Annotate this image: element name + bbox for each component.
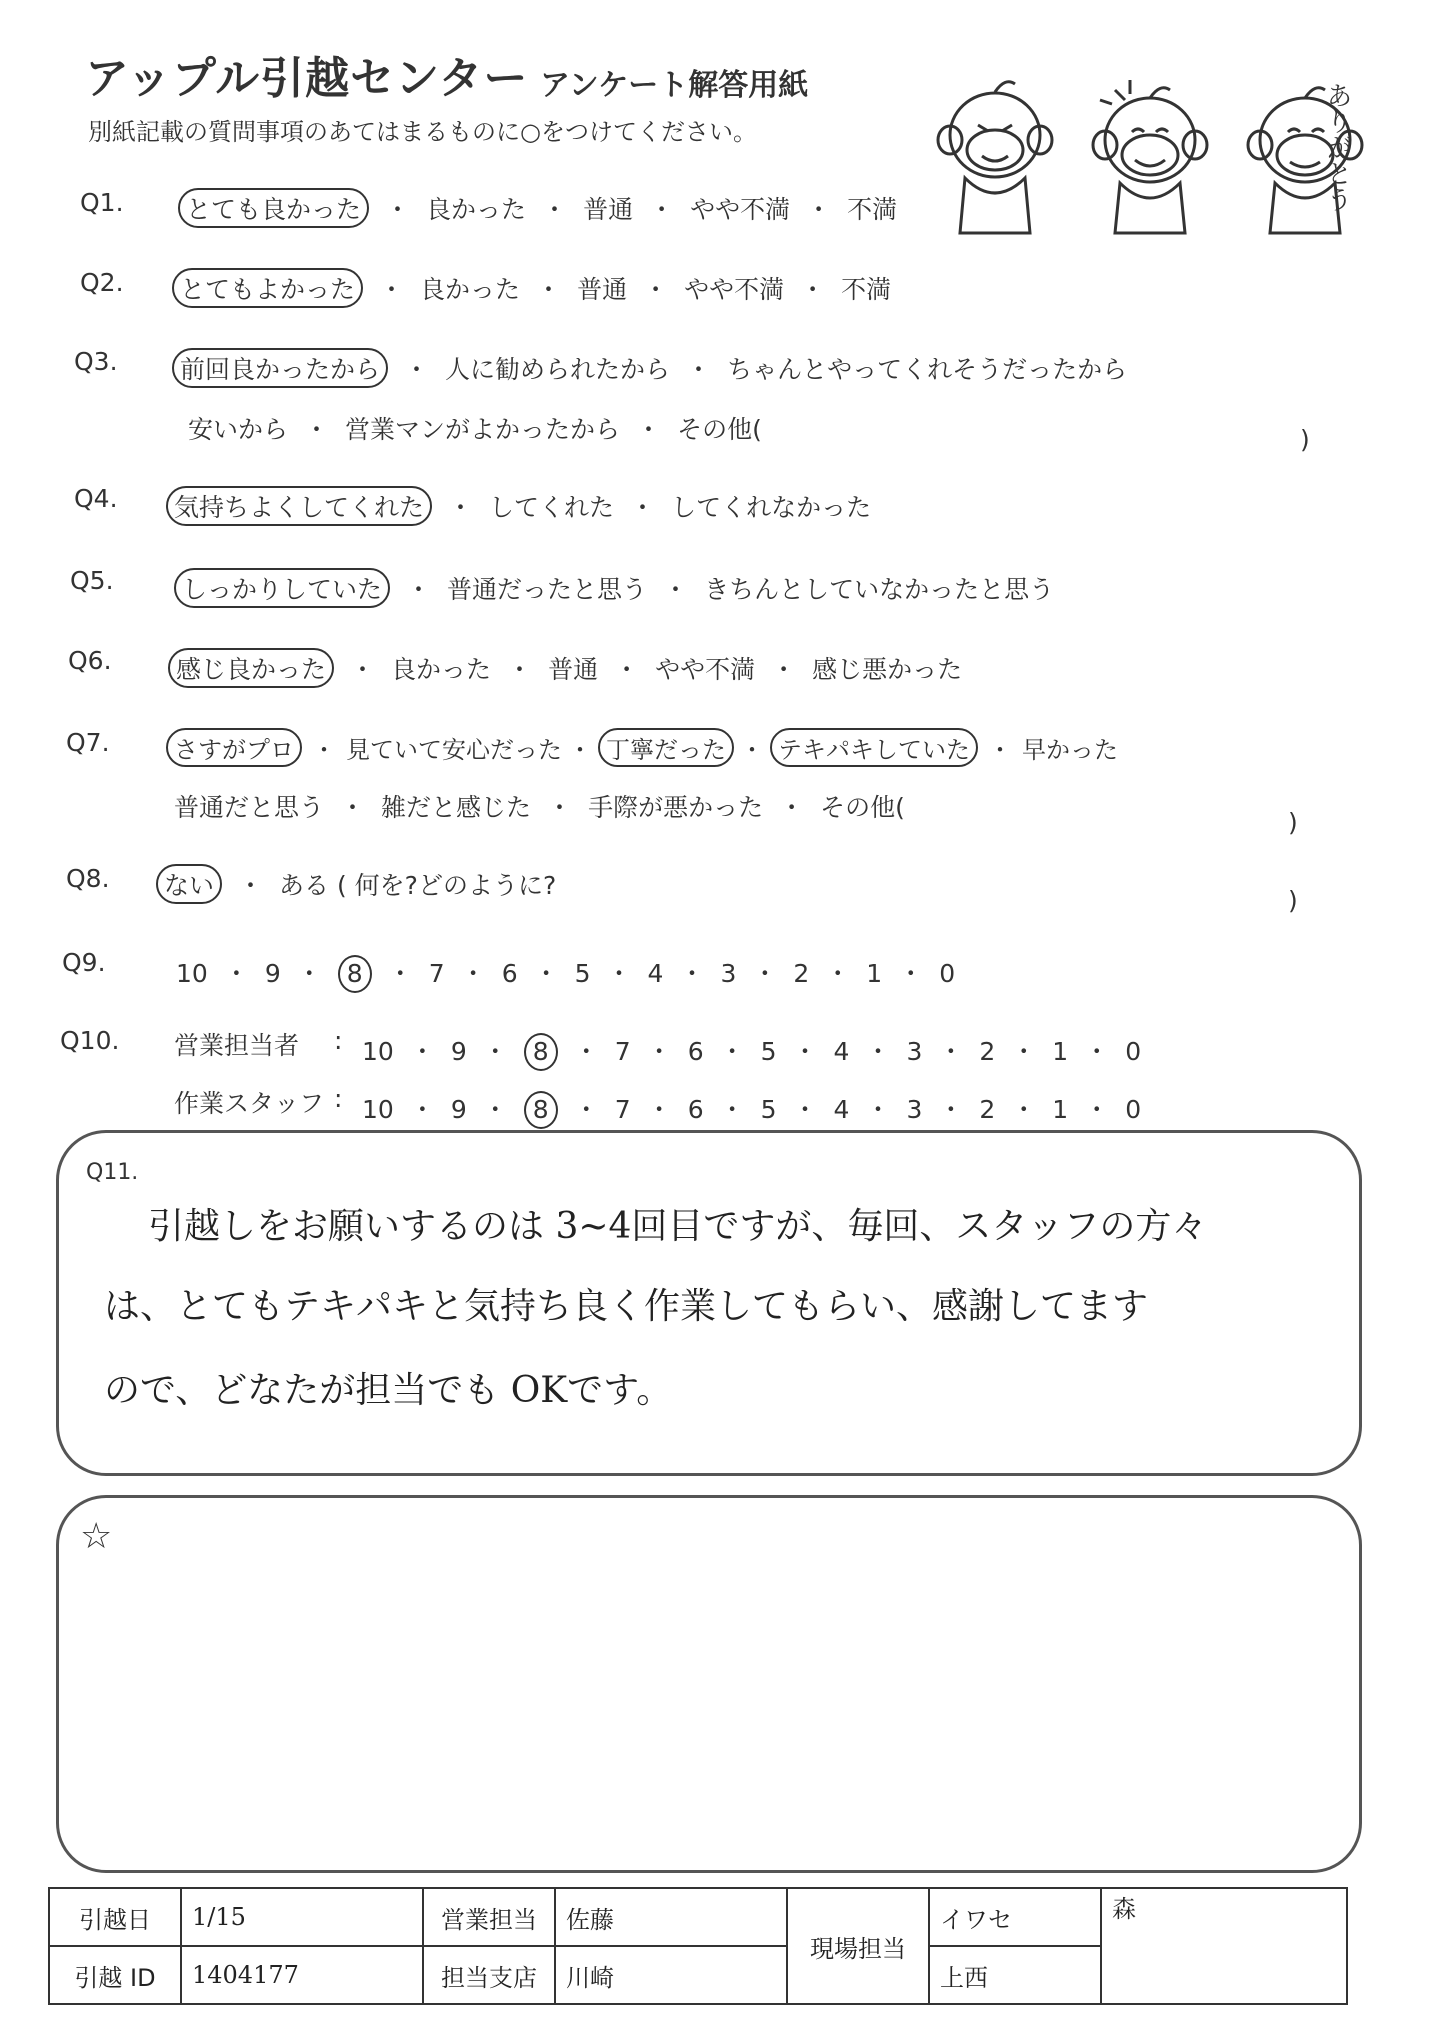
q10-staff-score[interactable]: 3 xyxy=(906,1095,923,1124)
q10-staff-score[interactable]: 0 xyxy=(1125,1095,1142,1124)
q7-option[interactable]: 雑だと感じた xyxy=(381,793,532,822)
q7-options-line2: 普通だと思う ・ 雑だと感じた ・ 手際が悪かった ・ その他( xyxy=(174,793,905,822)
q7-option-selected[interactable]: さすがプロ xyxy=(166,728,302,767)
q10-staff-score[interactable]: 9 xyxy=(450,1095,467,1124)
q9-scale: 10 ・ 9 ・ 8 ・ 7 ・ 6 ・ 5 ・ 4 ・ 3 ・ 2 ・ 1 ・ 0 xyxy=(176,954,955,993)
q10-staff-score[interactable]: 1 xyxy=(1052,1095,1069,1124)
star-comment-box[interactable] xyxy=(56,1495,1362,1873)
branch-value[interactable]: 川崎 xyxy=(555,1946,787,2004)
q7-option[interactable]: 見ていて安心だった xyxy=(346,736,562,764)
q10-staff-score[interactable]: 4 xyxy=(833,1095,850,1124)
q10-sales-score[interactable]: 7 xyxy=(614,1037,631,1066)
q5-option-selected[interactable]: しっかりしていた xyxy=(174,568,390,608)
q3-option[interactable]: 営業マンがよかったから xyxy=(345,415,621,444)
q7-option-selected[interactable]: テキパキしていた xyxy=(770,728,978,767)
q8-close-paren: ) xyxy=(1288,886,1298,915)
q3-option[interactable]: ちゃんとやってくれそうだったから xyxy=(727,355,1128,384)
q2-option[interactable]: 良かった xyxy=(420,275,521,304)
q9-score[interactable]: 0 xyxy=(939,959,956,988)
q4-options: 気持ちよくしてくれた ・ してくれた ・ してくれなかった xyxy=(166,488,871,524)
q3-options-line1: 前回良かったから ・ 人に勧められたから ・ ちゃんとやってくれそうだったから xyxy=(172,350,1127,386)
q10-sales-scale: 10 ・ 9 ・ 8 ・ 7 ・ 6 ・ 5 ・ 4 ・ 3 ・ 2 ・ 1 ・ 0 xyxy=(362,1032,1141,1071)
q10-sales-score[interactable]: 0 xyxy=(1125,1037,1142,1066)
q2-label: Q2. xyxy=(80,268,124,297)
q8-option-selected[interactable]: ない xyxy=(156,864,222,904)
q3-option-selected[interactable]: 前回良かったから xyxy=(172,348,388,388)
q7-option-other[interactable]: その他( xyxy=(820,793,905,822)
q3-label: Q3. xyxy=(74,347,118,376)
q10-staff-score[interactable]: 2 xyxy=(979,1095,996,1124)
q10-sales-label: 営業担当者 xyxy=(174,1031,300,1060)
q10-staff-score[interactable]: 7 xyxy=(614,1095,631,1124)
branch-label: 担当支店 xyxy=(423,1946,555,2004)
q9-score[interactable]: 5 xyxy=(574,959,591,988)
q9-score[interactable]: 9 xyxy=(264,959,281,988)
q6-option[interactable]: やや不満 xyxy=(655,655,756,684)
q8-option[interactable]: ある ( 何を?どのように? xyxy=(279,871,557,900)
q7-option[interactable]: 早かった xyxy=(1022,736,1118,764)
q10-staff-label: 作業スタッフ xyxy=(174,1089,325,1118)
q6-option[interactable]: 良かった xyxy=(391,655,492,684)
instruction-text: 別紙記載の質問事項のあてはまるものに○をつけてください。 xyxy=(88,118,757,146)
q10-sales-score[interactable]: 9 xyxy=(450,1037,467,1066)
q7-options-line1: さすがプロ ・ 見ていて安心だった ・ 丁寧だった ・ テキパキしていた ・ 早かった xyxy=(166,730,1118,765)
q6-label: Q6. xyxy=(68,646,112,675)
site-staff-value-1[interactable]: イワセ xyxy=(929,1888,1101,1946)
star-icon: ☆ xyxy=(80,1516,113,1557)
q10-sales-score[interactable]: 1 xyxy=(1052,1037,1069,1066)
q9-label: Q9. xyxy=(62,948,106,977)
q2-option-selected[interactable]: とてもよかった xyxy=(172,268,363,308)
q10-staff-score[interactable]: 10 xyxy=(362,1095,394,1124)
q10-staff-colon: : xyxy=(334,1084,343,1113)
q10-staff-score[interactable]: 5 xyxy=(760,1095,777,1124)
q10-sales-score[interactable]: 3 xyxy=(906,1037,923,1066)
q2-option[interactable]: 不満 xyxy=(841,275,892,304)
q10-sales-score[interactable]: 6 xyxy=(687,1037,704,1066)
q8-options: ない ・ ある ( 何を?どのように? xyxy=(156,866,556,902)
q10-sales-score[interactable]: 5 xyxy=(760,1037,777,1066)
company-title: アップル引越センター xyxy=(85,53,529,104)
q9-score[interactable]: 1 xyxy=(866,959,883,988)
q2-options: とてもよかった ・ 良かった ・ 普通 ・ やや不満 ・ 不満 xyxy=(172,270,891,306)
q10-sales-score[interactable]: 4 xyxy=(833,1037,850,1066)
q2-option[interactable]: 普通 xyxy=(577,275,628,304)
q5-option[interactable]: 普通だったと思う xyxy=(447,575,648,604)
q3-options-line2: 安いから ・ 営業マンがよかったから ・ その他( xyxy=(188,415,762,444)
q2-option[interactable]: やや不満 xyxy=(684,275,785,304)
move-id-label: 引越 ID xyxy=(49,1946,181,2004)
q4-option[interactable]: してくれなかった xyxy=(671,493,872,522)
q10-sales-score-selected[interactable]: 8 xyxy=(524,1033,558,1071)
q10-staff-score-selected[interactable]: 8 xyxy=(524,1091,558,1129)
q11-comment-line3: ので、どなたが担当でも OKです。 xyxy=(104,1370,673,1411)
q3-option-other[interactable]: その他( xyxy=(677,415,762,444)
move-date-value[interactable]: 1/15 xyxy=(181,1888,423,1946)
q1-option[interactable]: やや不満 xyxy=(690,195,791,224)
q10-staff-score[interactable]: 6 xyxy=(687,1095,704,1124)
move-id-value[interactable]: 1404177 xyxy=(181,1946,423,2004)
q1-options: とても良かった ・ 良かった ・ 普通 ・ やや不満 ・ 不満 xyxy=(178,190,897,226)
q3-option[interactable]: 安いから xyxy=(188,415,289,444)
q10-sales-score[interactable]: 10 xyxy=(362,1037,394,1066)
q5-label: Q5. xyxy=(70,566,114,595)
q7-close-paren: ) xyxy=(1288,808,1298,837)
sales-rep-value[interactable]: 佐藤 xyxy=(555,1888,787,1946)
q5-option[interactable]: きちんとしていなかったと思う xyxy=(704,575,1055,604)
q10-sales-score[interactable]: 2 xyxy=(979,1037,996,1066)
monkey-mascots xyxy=(920,70,1380,240)
q9-score[interactable]: 6 xyxy=(501,959,518,988)
q9-score-selected[interactable]: 8 xyxy=(338,955,372,993)
q3-close-paren: ) xyxy=(1300,425,1310,454)
q7-label: Q7. xyxy=(66,728,110,757)
q11-label: Q11. xyxy=(86,1160,139,1185)
q8-label: Q8. xyxy=(66,864,110,893)
q9-score[interactable]: 10 xyxy=(176,959,208,988)
q7-option[interactable]: 手際が悪かった xyxy=(588,793,764,822)
q6-options: 感じ良かった ・ 良かった ・ 普通 ・ やや不満 ・ 感じ悪かった xyxy=(168,650,962,686)
q9-score[interactable]: 4 xyxy=(647,959,664,988)
q9-score[interactable]: 7 xyxy=(428,959,445,988)
q10-staff-scale: 10 ・ 9 ・ 8 ・ 7 ・ 6 ・ 5 ・ 4 ・ 3 ・ 2 ・ 1 ・ 0 xyxy=(362,1090,1141,1129)
q5-options: しっかりしていた ・ 普通だったと思う ・ きちんとしていなかったと思う xyxy=(174,570,1054,606)
q11-comment-line2: は、とてもテキパキと気持ち良く作業してもらい、感謝してます xyxy=(104,1286,1149,1327)
q3-option[interactable]: 人に勧められたから xyxy=(445,355,671,384)
move-date-label: 引越日 xyxy=(49,1888,181,1946)
q6-option[interactable]: 感じ悪かった xyxy=(812,655,963,684)
q4-option[interactable]: してくれた xyxy=(489,493,615,522)
q6-option-selected[interactable]: 感じ良かった xyxy=(168,648,334,688)
site-staff-value-2[interactable]: 上西 xyxy=(929,1946,1101,2004)
q1-option[interactable]: 良かった xyxy=(426,195,527,224)
q6-option[interactable]: 普通 xyxy=(548,655,599,684)
footer-info-table xyxy=(48,1887,1348,2005)
q1-option[interactable]: 普通 xyxy=(583,195,634,224)
q10-sales-colon: : xyxy=(334,1026,343,1055)
thanks-vertical-text: ありがとう xyxy=(1322,82,1352,212)
q4-label: Q4. xyxy=(74,484,118,513)
q7-option[interactable]: 普通だと思う xyxy=(174,793,325,822)
q4-option-selected[interactable]: 気持ちよくしてくれた xyxy=(166,486,432,526)
q1-label: Q1. xyxy=(80,188,124,217)
sales-rep-label: 営業担当 xyxy=(423,1888,555,1946)
site-staff-label: 現場担当 xyxy=(787,1888,929,2004)
q1-option[interactable]: 不満 xyxy=(847,195,898,224)
site-staff-value-3[interactable]: 森 xyxy=(1101,1888,1347,2004)
q9-score[interactable]: 2 xyxy=(793,959,810,988)
q7-option-selected[interactable]: 丁寧だった xyxy=(598,728,734,767)
q9-score[interactable]: 3 xyxy=(720,959,737,988)
q11-comment-line1: 引越しをお願いするのは 3~4回目ですが、毎回、スタッフの方々 xyxy=(148,1206,1208,1247)
q1-option-selected[interactable]: とても良かった xyxy=(178,188,369,228)
form-subtitle: アンケート解答用紙 xyxy=(540,68,809,103)
q10-label: Q10. xyxy=(60,1026,120,1055)
